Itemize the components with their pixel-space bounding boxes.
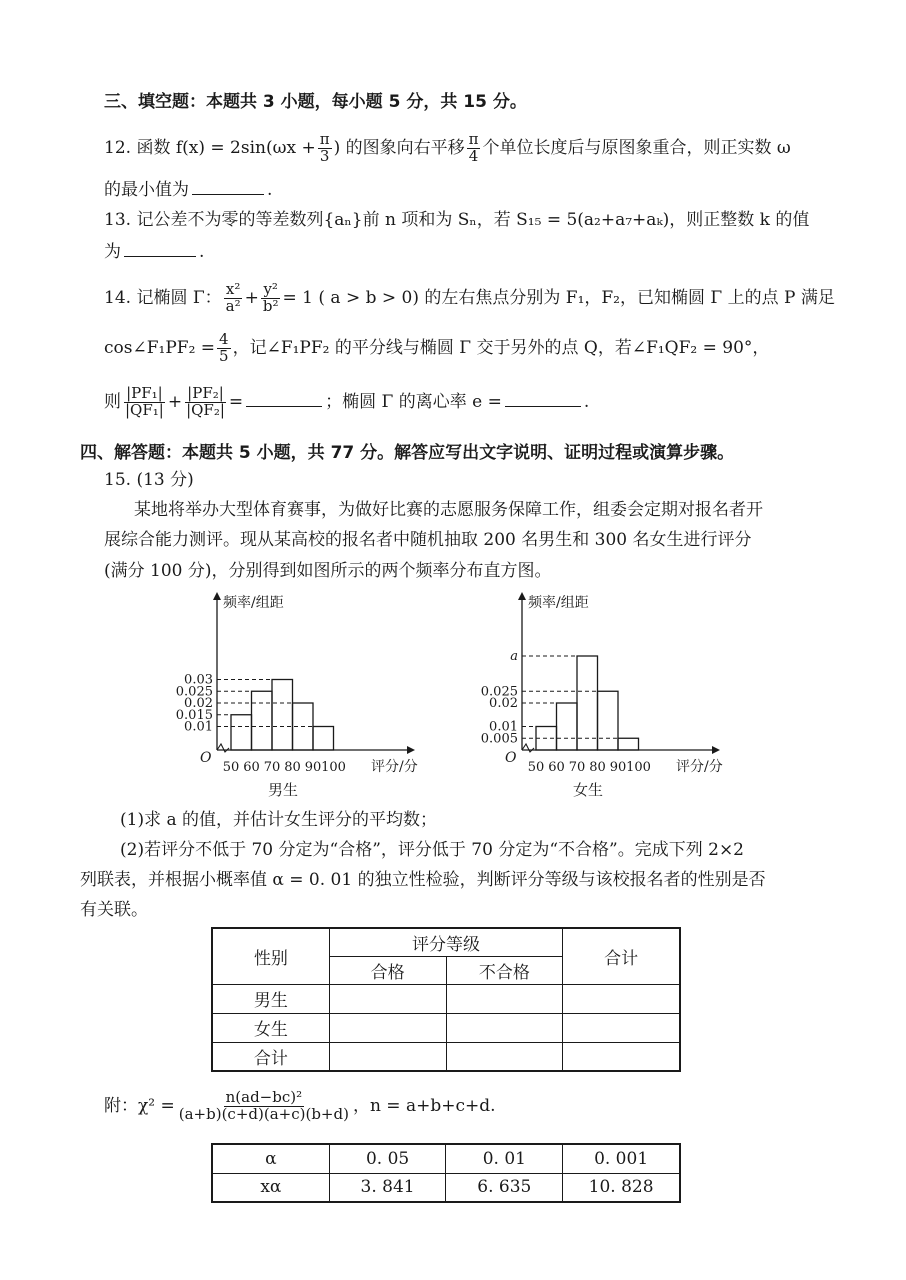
q14-l3-f2-num: |PF₂|: [187, 384, 224, 402]
q14-l3-frac1: [123, 386, 166, 419]
x-tick-label: 100: [321, 760, 346, 775]
y-tick-label: 0.02: [184, 696, 213, 711]
x-tick-label: 70: [263, 760, 281, 775]
crit-x-label: xα: [212, 1173, 329, 1202]
q14-l3-mid: ；椭圆 Γ 的离心率 e =: [325, 391, 502, 412]
q12-answer-blank[interactable]: [192, 180, 264, 195]
question-14: [104, 282, 835, 315]
q14-number: 14.: [104, 287, 132, 308]
y-tick-label: a: [510, 649, 518, 664]
cell-female-total[interactable]: [563, 1013, 680, 1042]
y-axis-label: 频率/组距: [223, 595, 284, 611]
q15-sub-2-line1: (2)若评分不低于 70 分定为“合格”，评分低于 70 分定为“不合格”。完成下列 2×2: [120, 840, 745, 860]
q15-para-1: 某地将举办大型体育赛事，为做好比赛的志愿服务保障工作，组委会定期对报名者开: [134, 500, 763, 520]
x-tick-label: 80: [589, 760, 606, 775]
q14-answer-blank-2[interactable]: [505, 392, 581, 407]
cell-male-total[interactable]: [563, 984, 680, 1013]
q14-l3-end: .: [583, 391, 590, 412]
q14-pre: 记椭圆 Γ：: [136, 287, 222, 308]
cell-total-total[interactable]: [563, 1042, 680, 1071]
cell-total-pass[interactable]: [329, 1042, 446, 1071]
x-axis-label: 评分/分: [676, 759, 723, 775]
formula-fraction: [177, 1090, 351, 1123]
section-4-heading: 四、解答题：本题共 5 小题，共 77 分。解答应写出文字说明、证明过程或演算步骤。: [80, 443, 735, 463]
row-label-total: 合计: [212, 1042, 329, 1071]
x-axis-arrow-icon: [407, 746, 415, 754]
q14-fy-den: b²: [262, 296, 279, 315]
chart-title: 女生: [572, 781, 604, 799]
histogram-bar: [557, 703, 578, 750]
y-tick-label: 0.03: [184, 672, 213, 688]
y-axis-arrow-icon: [518, 592, 526, 600]
q13-number: 13.: [104, 210, 132, 230]
q15-para-3: (满分 100 分)，分别得到如图所示的两个频率分布直方图。: [104, 561, 552, 581]
crit-x-2: 6. 635: [446, 1173, 563, 1202]
question-14-line3: [104, 386, 589, 419]
q12-pre: 函数 f(x) = 2sin(ωx +: [136, 137, 316, 158]
histogram-female: [480, 590, 740, 802]
q12-post: 个单位长度后与原图象重合，则正实数 ω: [482, 137, 791, 158]
q12-frac1-num: π: [319, 130, 330, 148]
x-tick-label: 100: [626, 760, 651, 775]
histogram-male: [175, 590, 435, 802]
question-12-line2: [104, 180, 272, 200]
origin-label: O: [200, 750, 212, 766]
x-tick-label: 80: [284, 760, 301, 775]
cell-male-fail[interactable]: [446, 984, 563, 1013]
q12-frac2-num: π: [468, 130, 479, 148]
header-gender: 性别: [212, 928, 329, 984]
histogram-bar: [252, 691, 273, 750]
q14-fx-den: a²: [225, 296, 241, 315]
y-tick-label: 0.005: [480, 731, 518, 747]
q14-fy-num: y²: [263, 280, 278, 298]
q14-l2-frac: [217, 332, 231, 365]
q14-answer-blank-1[interactable]: [246, 392, 322, 407]
q13-line2: 为: [104, 242, 121, 262]
crit-alpha-1: 0. 05: [329, 1144, 446, 1173]
histogram-bar: [577, 656, 598, 750]
q12-fraction-2: [467, 132, 481, 165]
header-pass: 合格: [329, 956, 446, 984]
formula-prefix: 附：χ² =: [104, 1095, 175, 1116]
crit-x-3: 10. 828: [563, 1173, 680, 1202]
q12-fraction-1: [318, 132, 332, 165]
q12-number: 12.: [104, 137, 132, 158]
histogram-bar: [598, 691, 619, 750]
q12-end: .: [267, 180, 273, 200]
q14-l3-f1-num: |PF₁|: [126, 384, 163, 402]
crit-alpha-3: 0. 001: [563, 1144, 680, 1173]
question-13-line2: [104, 242, 204, 262]
header-total: 合计: [563, 928, 680, 984]
histogram-bar: [313, 727, 334, 751]
contingency-table: [211, 927, 681, 1072]
crit-alpha-label: α: [212, 1144, 329, 1173]
q14-l3-f1-den: |QF₁|: [125, 400, 164, 419]
q14-l2-den: 5: [219, 346, 229, 365]
x-axis-arrow-icon: [712, 746, 720, 754]
q14-l2-pre: cos∠F₁PF₂ =: [104, 337, 216, 358]
q15-sub-2-line3: 有关联。: [80, 900, 148, 920]
y-tick-label: 0.01: [184, 719, 213, 735]
header-grade: 评分等级: [329, 928, 563, 956]
histogram-bar: [272, 680, 293, 751]
y-tick-label: 0.025: [480, 684, 518, 700]
critical-value-table: [211, 1143, 681, 1203]
y-tick-label: 0.025: [175, 684, 213, 700]
x-tick-label: 50: [222, 760, 240, 775]
row-label-female: 女生: [212, 1013, 329, 1042]
q12-frac2-den: 4: [468, 146, 479, 165]
axis-break-mark: [217, 744, 229, 752]
q12-frac1-den: 3: [319, 146, 330, 165]
x-tick-label: 60: [548, 760, 565, 775]
q14-frac-x: [224, 282, 243, 315]
row-label-male: 男生: [212, 984, 329, 1013]
x-tick-label: 60: [243, 760, 260, 775]
y-axis-arrow-icon: [213, 592, 221, 600]
q14-l3-f2-den: |QF₂|: [186, 400, 225, 419]
q13-end: .: [199, 242, 205, 262]
question-14-line2: [104, 332, 769, 365]
x-tick-label: 90: [609, 760, 627, 775]
q15-number: 15. (13 分): [104, 470, 194, 490]
question-13: [104, 210, 809, 230]
q14-l2-post: ，记∠F₁PF₂ 的平分线与椭圆 Γ 交于另外的点 Q，若∠F₁QF₂ = 90°，: [232, 337, 770, 358]
crit-alpha-2: 0. 01: [446, 1144, 563, 1173]
y-tick-label: 0.015: [175, 707, 213, 723]
q14-l3-frac2: [184, 386, 227, 419]
formula-num: n(ad−bc)²: [225, 1088, 303, 1106]
axis-break-mark: [522, 744, 534, 752]
q14-post: = 1 ( a > b > 0) 的左右焦点分别为 F₁，F₂，已知椭圆 Γ 上的点 P 满足: [282, 287, 835, 308]
cell-female-pass[interactable]: [329, 1013, 446, 1042]
x-tick-label: 50: [527, 760, 545, 775]
header-fail: 不合格: [446, 956, 563, 984]
y-axis-label: 频率/组距: [528, 595, 589, 611]
chart-title: 男生: [267, 781, 299, 799]
histogram-bar: [618, 738, 639, 750]
q14-l2-num: 4: [219, 330, 229, 348]
formula-den: (a+b)(c+d)(a+c)(b+d): [178, 1104, 349, 1123]
q13-answer-blank[interactable]: [124, 242, 196, 257]
section-3-heading: 三、填空题：本题共 3 小题，每小题 5 分，共 15 分。: [104, 92, 527, 112]
crit-x-1: 3. 841: [329, 1173, 446, 1202]
cell-total-fail[interactable]: [446, 1042, 563, 1071]
formula-suffix: ，n = a+b+c+d.: [352, 1095, 496, 1116]
q14-plus: +: [244, 287, 259, 308]
q14-l3-plus: +: [167, 391, 183, 412]
q14-l3-pre: 则: [104, 391, 121, 412]
histogram-bar: [231, 715, 252, 750]
q14-fx-num: x²: [225, 280, 241, 298]
chi-square-formula: [104, 1090, 496, 1123]
q15-sub-2-line2: 列联表，并根据小概率值 α = 0. 01 的独立性检验，判断评分等级与该校报名者的性别是否: [80, 870, 766, 890]
x-axis-label: 评分/分: [371, 759, 418, 775]
question-12: [104, 132, 791, 165]
q12-mid: ) 的图象向右平移: [333, 137, 465, 158]
y-tick-label: 0.02: [489, 696, 518, 711]
x-tick-label: 90: [304, 760, 322, 775]
q14-l3-eq: =: [228, 391, 244, 412]
y-tick-label: 0.01: [489, 719, 518, 735]
origin-label: O: [505, 750, 517, 766]
cell-male-pass[interactable]: [329, 984, 446, 1013]
q15-sub-1: (1)求 a 的值，并估计女生评分的平均数；: [120, 810, 438, 830]
q14-frac-y: [261, 282, 281, 315]
x-tick-label: 70: [568, 760, 586, 775]
q13-line1: 记公差不为零的等差数列{aₙ}前 n 项和为 Sₙ，若 S₁₅ = 5(a₂+a₇+aₖ)，则正整数 k 的值: [136, 210, 810, 230]
q12-line2: 的最小值为: [104, 180, 189, 200]
cell-female-fail[interactable]: [446, 1013, 563, 1042]
q15-para-2: 展综合能力测评。现从某高校的报名者中随机抽取 200 名男生和 300 名女生进行评分: [104, 530, 752, 550]
